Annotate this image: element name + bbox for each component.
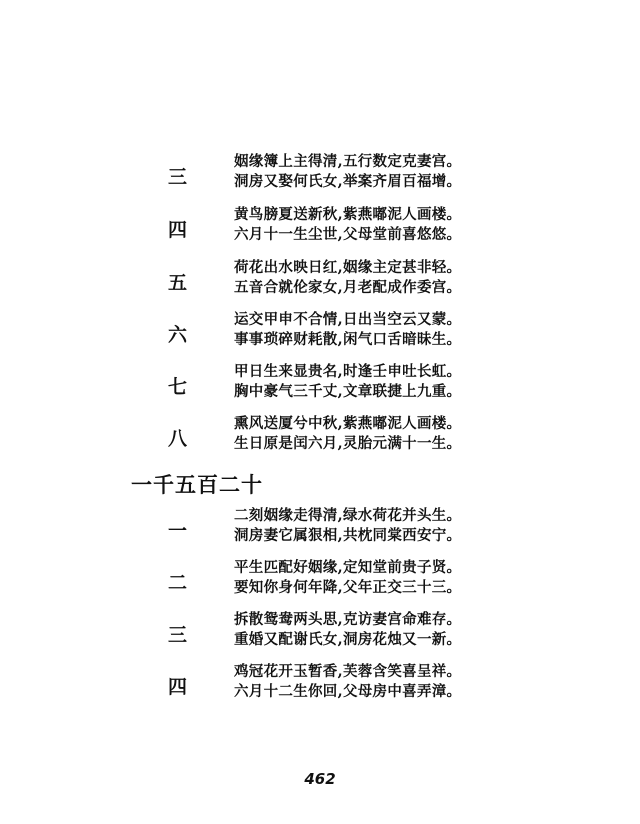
verse-number: 五	[168, 272, 188, 294]
verse-line: 六月十二生你回,父母房中喜弄漳。	[234, 683, 462, 700]
verse-number: 六	[168, 324, 188, 346]
verse-text	[234, 205, 461, 245]
verse-line: 运交甲申不合情,日出当空云又蒙。	[234, 311, 462, 328]
verse-number: 七	[168, 376, 188, 398]
verse-text	[234, 310, 461, 350]
verse-text	[234, 558, 461, 598]
verse-line: 黄鸟膀夏送新秋,紫燕嘟泥人画楼。	[234, 206, 462, 223]
verse-text	[234, 662, 461, 702]
verse-entry	[0, 610, 640, 660]
verse-line: 洞房妻它属狠相,共枕同棠西安宁。	[234, 527, 462, 544]
verse-line: 六月十一生尘世,父母堂前喜悠悠。	[234, 226, 462, 243]
verse-line: 熏风送厦兮中秋,紫燕嘟泥人画楼。	[234, 415, 462, 432]
verse-entry	[0, 258, 640, 308]
page-number: 462	[304, 770, 336, 788]
verse-entry	[0, 414, 640, 464]
verse-line: 姻缘簿上主得清,五行数定克妻宫。	[234, 153, 462, 170]
verse-text	[234, 506, 461, 546]
verse-line: 五音合就伦家女,月老配成作委宫。	[234, 279, 462, 296]
verse-entry	[0, 310, 640, 360]
verse-number: 四	[168, 219, 188, 241]
verse-text	[234, 258, 461, 298]
verse-entry	[0, 362, 640, 412]
verse-line: 要知你身何年降,父年正交三十三。	[234, 579, 462, 596]
verse-entry	[0, 205, 640, 255]
verse-number: 三	[168, 166, 188, 188]
verse-line: 重婚又配谢氏女,洞房花烛又一新。	[234, 631, 462, 648]
verse-number: 四	[168, 676, 188, 698]
verse-line: 生日原是闰六月,灵胎元满十一生。	[234, 435, 462, 452]
verse-entry	[0, 558, 640, 608]
verse-number: 一	[168, 520, 188, 542]
verse-number: 八	[168, 428, 188, 450]
verse-text	[234, 152, 461, 192]
verse-text	[234, 414, 461, 454]
verse-line: 二刻姻缘走得清,绿水荷花并头生。	[234, 507, 462, 524]
verse-line: 鸡冠花开玉暂香,芙蓉含笑喜呈祥。	[234, 663, 462, 680]
verse-text	[234, 610, 461, 650]
verse-entry	[0, 506, 640, 556]
verse-line: 拆散鸳鸯两头思,克访妻宫命难存。	[234, 611, 462, 628]
verse-line: 荷花出水映日红,姻缘主定甚非轻。	[234, 259, 462, 276]
verse-text	[234, 362, 461, 402]
verse-line: 甲日生来显贵名,时逢壬申吐长虹。	[234, 363, 462, 380]
section-heading: 一千五百二十	[131, 472, 263, 497]
verse-number: 二	[168, 572, 188, 594]
verse-line: 洞房又娶何氏女,举案齐眉百福增。	[234, 173, 462, 190]
verse-entry	[0, 662, 640, 712]
verse-line: 胸中豪气三千丈,文章联捷上九重。	[234, 383, 462, 400]
verse-entry	[0, 152, 640, 202]
verse-line: 平生匹配好姻缘,定知堂前贵子贤。	[234, 559, 462, 576]
verse-number: 三	[168, 624, 188, 646]
verse-line: 事事琐碎财耗散,闲气口舌暗昧生。	[234, 331, 462, 348]
